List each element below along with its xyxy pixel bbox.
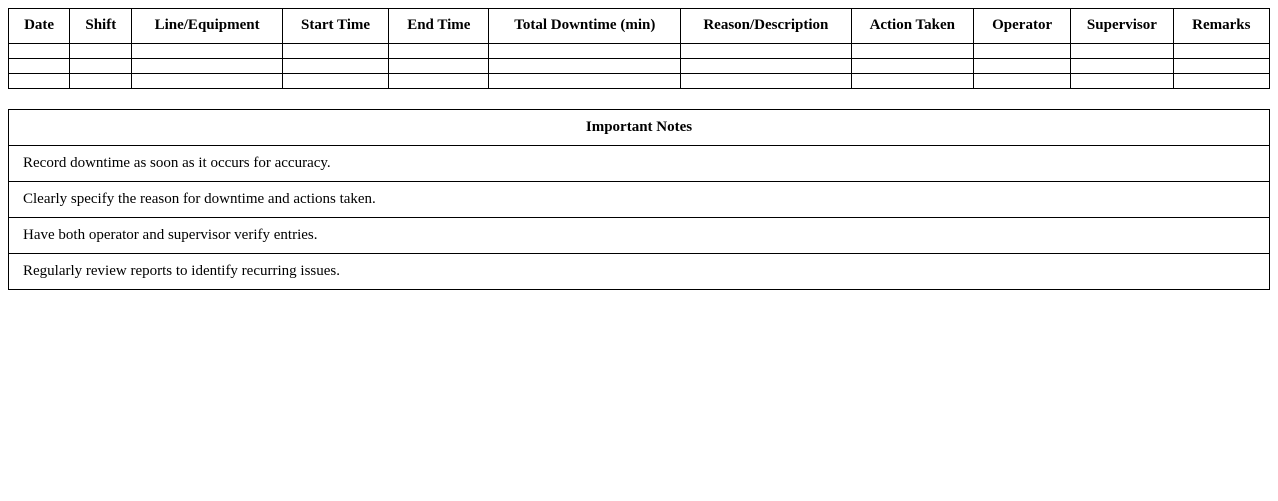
cell-line-equipment[interactable] bbox=[132, 44, 282, 59]
important-notes-table bbox=[8, 109, 1270, 290]
cell-date[interactable] bbox=[9, 44, 70, 59]
cell-supervisor[interactable] bbox=[1071, 59, 1173, 74]
cell-total-downtime[interactable] bbox=[489, 59, 681, 74]
cell-supervisor[interactable] bbox=[1071, 44, 1173, 59]
cell-start-time[interactable] bbox=[282, 44, 388, 59]
column-header-total-downtime: Total Downtime (min) bbox=[489, 9, 681, 44]
cell-end-time[interactable] bbox=[389, 44, 489, 59]
note-item: Record downtime as soon as it occurs for accuracy. bbox=[9, 146, 1270, 182]
note-item: Clearly specify the reason for downtime and actions taken. bbox=[9, 182, 1270, 218]
notes-header-row bbox=[9, 110, 1270, 146]
note-item: Regularly review reports to identify recurring issues. bbox=[9, 254, 1270, 290]
cell-end-time[interactable] bbox=[389, 74, 489, 89]
downtime-log-table bbox=[8, 8, 1270, 89]
cell-start-time[interactable] bbox=[282, 59, 388, 74]
cell-remarks[interactable] bbox=[1173, 74, 1269, 89]
notes-title: Important Notes bbox=[9, 110, 1270, 146]
column-header-shift: Shift bbox=[70, 9, 132, 44]
column-header-line-equipment: Line/Equipment bbox=[132, 9, 282, 44]
table-row[interactable] bbox=[9, 74, 1270, 89]
cell-operator[interactable] bbox=[973, 59, 1070, 74]
table-header-row bbox=[9, 9, 1270, 44]
column-header-date: Date bbox=[9, 9, 70, 44]
cell-action-taken[interactable] bbox=[851, 74, 973, 89]
column-header-end-time: End Time bbox=[389, 9, 489, 44]
cell-operator[interactable] bbox=[973, 74, 1070, 89]
column-header-action-taken: Action Taken bbox=[851, 9, 973, 44]
column-header-remarks: Remarks bbox=[1173, 9, 1269, 44]
cell-line-equipment[interactable] bbox=[132, 74, 282, 89]
note-row bbox=[9, 146, 1270, 182]
cell-reason-description[interactable] bbox=[681, 59, 852, 74]
cell-action-taken[interactable] bbox=[851, 44, 973, 59]
cell-date[interactable] bbox=[9, 59, 70, 74]
note-item: Have both operator and supervisor verify entries. bbox=[9, 218, 1270, 254]
cell-operator[interactable] bbox=[973, 44, 1070, 59]
cell-reason-description[interactable] bbox=[681, 74, 852, 89]
cell-shift[interactable] bbox=[70, 59, 132, 74]
note-row bbox=[9, 254, 1270, 290]
cell-remarks[interactable] bbox=[1173, 44, 1269, 59]
cell-shift[interactable] bbox=[70, 74, 132, 89]
column-header-operator: Operator bbox=[973, 9, 1070, 44]
table-row[interactable] bbox=[9, 44, 1270, 59]
note-row bbox=[9, 182, 1270, 218]
cell-total-downtime[interactable] bbox=[489, 74, 681, 89]
cell-line-equipment[interactable] bbox=[132, 59, 282, 74]
column-header-start-time: Start Time bbox=[282, 9, 388, 44]
cell-end-time[interactable] bbox=[389, 59, 489, 74]
cell-shift[interactable] bbox=[70, 44, 132, 59]
cell-reason-description[interactable] bbox=[681, 44, 852, 59]
note-row bbox=[9, 218, 1270, 254]
cell-supervisor[interactable] bbox=[1071, 74, 1173, 89]
table-row[interactable] bbox=[9, 59, 1270, 74]
cell-remarks[interactable] bbox=[1173, 59, 1269, 74]
cell-action-taken[interactable] bbox=[851, 59, 973, 74]
cell-total-downtime[interactable] bbox=[489, 44, 681, 59]
column-header-reason-description: Reason/Description bbox=[681, 9, 852, 44]
cell-date[interactable] bbox=[9, 74, 70, 89]
cell-start-time[interactable] bbox=[282, 74, 388, 89]
section-divider bbox=[8, 89, 1270, 109]
column-header-supervisor: Supervisor bbox=[1071, 9, 1173, 44]
